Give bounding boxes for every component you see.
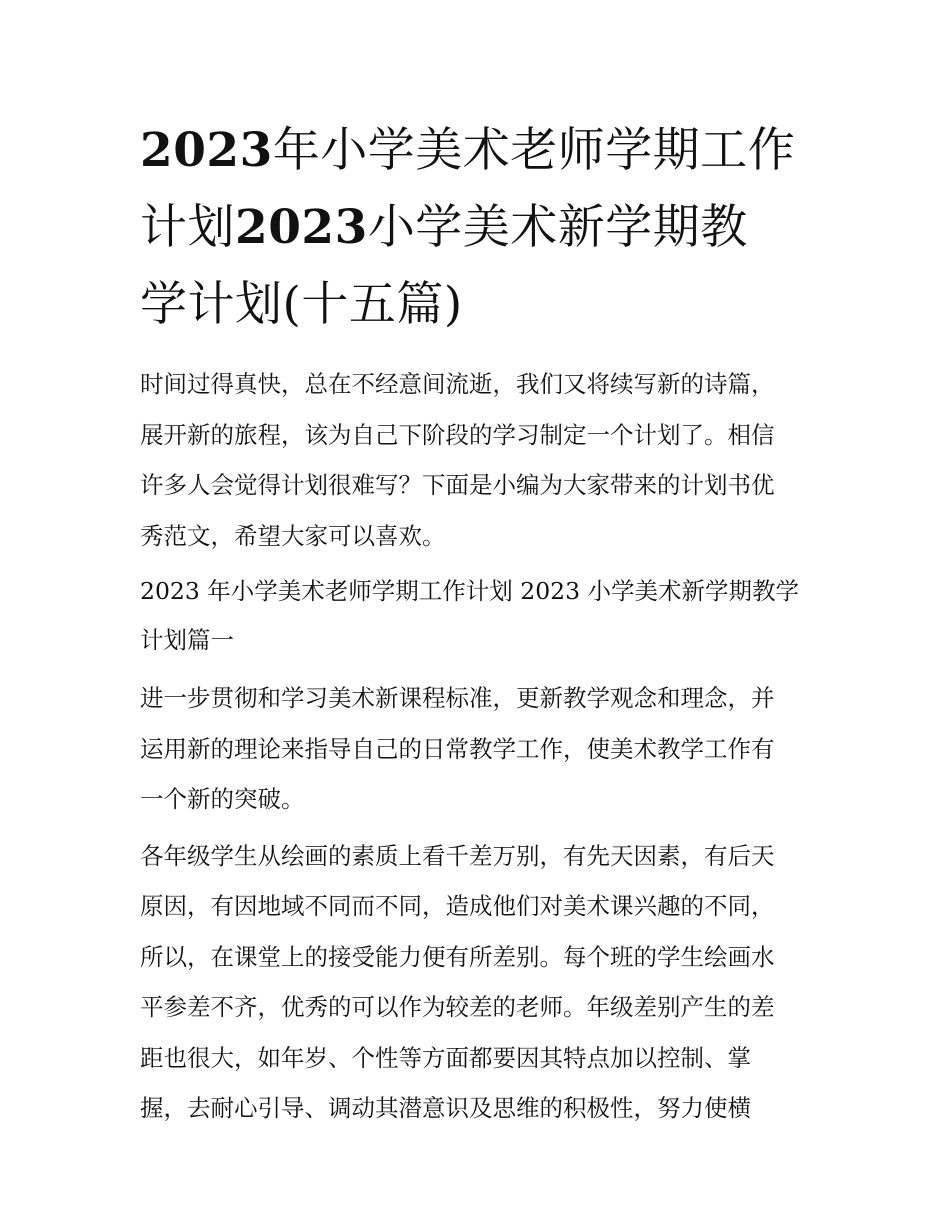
document-page <box>140 112 816 1140</box>
title-text: 计划 <box>140 200 235 255</box>
title-year: 2023 <box>140 123 273 178</box>
title-line <box>140 266 816 343</box>
document-body <box>140 359 816 1134</box>
title-year: 2023 <box>235 200 368 255</box>
paragraph <box>140 831 816 1134</box>
title-line <box>140 189 816 266</box>
text-line: 运用新的理论来指导自己的日常教学工作，使美术教学工作有 <box>140 734 775 763</box>
text-line: 距也很大，如年岁、个性等方面都要因其特点加以控制、掌 <box>140 1043 751 1072</box>
intro-paragraph <box>140 359 816 561</box>
text-line: 原因，有因地域不同而不同，造成他们对美术课兴趣的不同， <box>140 892 775 920</box>
text-line: 许多人会觉得计划很难写？下面是小编为大家带来的计划书优 <box>140 471 775 499</box>
text-line: 进一步贯彻和学习美术新课程标准，更新教学观念和理念，并 <box>140 684 775 712</box>
text-line: 平参差不齐，优秀的可以作为较差的老师。年级差别产生的差 <box>140 993 775 1021</box>
text-line: 展开新的旅程，该为自己下阶段的学习制定一个计划了。相信 <box>140 420 775 449</box>
text-line: 2023 年小学美术老师学期工作计划 2023 小学美术新学期教学 <box>140 577 800 605</box>
title-line <box>140 112 816 189</box>
title-text: 年小学美术老师学期工作 <box>272 123 796 178</box>
title-text: 学计划(十五篇) <box>140 277 463 332</box>
text-line: 一个新的突破。 <box>140 785 305 813</box>
text-line: 秀范文，希望大家可以喜欢。 <box>140 521 446 550</box>
text-line: 各年级学生从绘画的素质上看千差万别，有先天因素，有后天 <box>140 841 775 870</box>
text-line: 时间过得真快，总在不经意间流逝，我们又将续写新的诗篇， <box>140 370 775 398</box>
text-line: 计划篇一 <box>140 626 234 654</box>
document-title <box>140 112 816 343</box>
text-line: 所以，在课堂上的接受能力便有所差别。每个班的学生绘画水 <box>140 942 775 971</box>
paragraph <box>140 673 816 825</box>
title-text: 小学美术新学期教 <box>367 200 748 255</box>
section-heading <box>140 567 816 665</box>
text-line: 握，去耐心引导、调动其潜意识及思维的积极性，努力使横 <box>140 1094 751 1122</box>
